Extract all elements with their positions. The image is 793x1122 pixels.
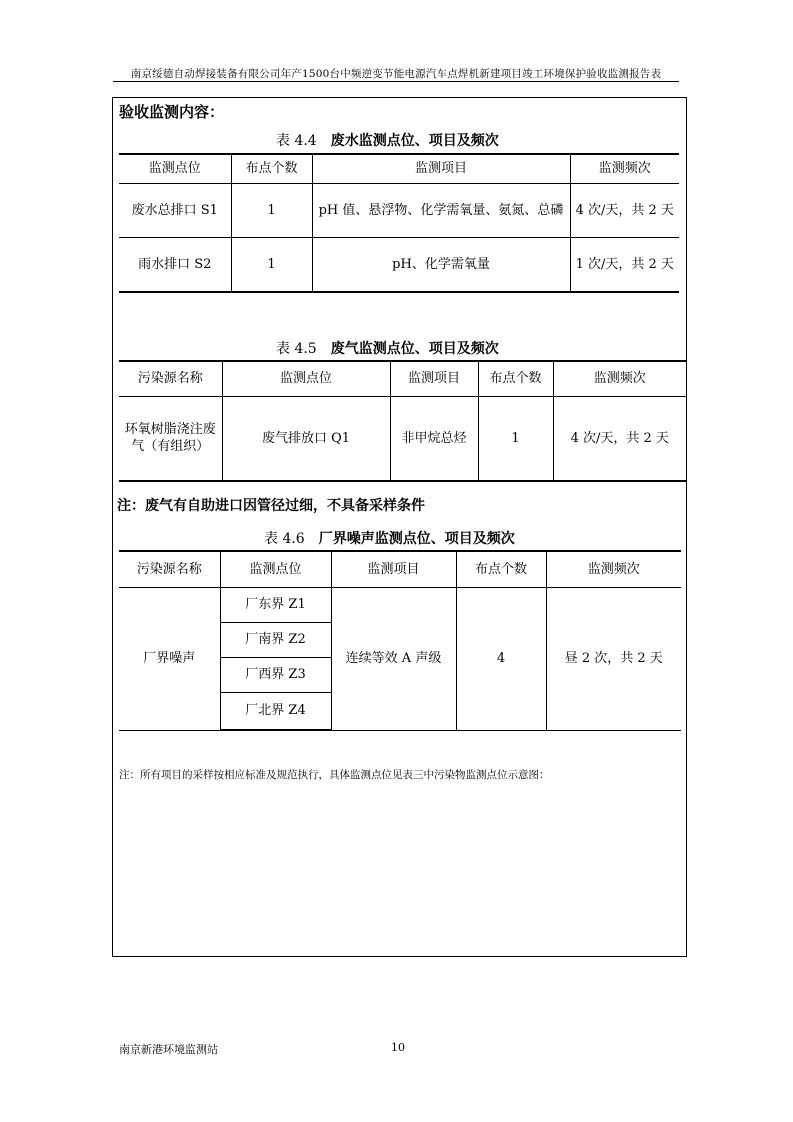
table-cell: pH 值、悬浮物、化学需氧量、氨氮、总磷 bbox=[312, 183, 570, 237]
table-header-row bbox=[119, 551, 681, 587]
header-cell: 监测频次 bbox=[570, 154, 679, 183]
footer-organization: 南京新港环境监测站 bbox=[119, 1043, 218, 1056]
sampling-note: 注：所有项目的采样按相应标准及规范执行，具体监测点位见表三中污染物监测点位示意图： bbox=[119, 769, 550, 781]
page-header: 南京绥德自动焊接装备有限公司年产1500台中频逆变节能电源汽车点焊机新建项目竣工环境保护验收监测报告表 bbox=[130, 68, 662, 80]
table-4-6-caption bbox=[264, 528, 515, 548]
header-cell: 监测频次 bbox=[553, 361, 686, 396]
caption-number: 表 4.4 bbox=[276, 133, 317, 149]
table-cell: 1 bbox=[478, 396, 553, 481]
table-cell: 昼 2 次，共 2 天 bbox=[546, 587, 681, 730]
table-cell: 环氧树脂浇注废气（有组织） bbox=[119, 396, 222, 481]
header-cell: 监测点位 bbox=[119, 154, 231, 183]
header-rule bbox=[113, 81, 679, 82]
table-cell: 非甲烷总烃 bbox=[390, 396, 478, 481]
table-cell: 厂东界 Z1 bbox=[220, 587, 331, 622]
header-cell: 监测点位 bbox=[220, 551, 331, 587]
header-cell: 污染源名称 bbox=[119, 361, 222, 396]
caption-title: 厂界噪声监测点位、项目及频次 bbox=[318, 531, 515, 547]
exhaust-note: 注：废气有自助进口因管径过细，不具备采样条件 bbox=[117, 498, 425, 514]
header-cell: 布点个数 bbox=[456, 551, 546, 587]
table-row bbox=[119, 587, 681, 622]
table-cell: 厂北界 Z4 bbox=[220, 692, 331, 730]
table-header-row bbox=[119, 361, 686, 396]
caption-title: 废水监测点位、项目及频次 bbox=[330, 133, 499, 149]
table-cell: 1 bbox=[231, 183, 312, 237]
caption-number: 表 4.6 bbox=[264, 531, 305, 547]
table-row bbox=[119, 183, 679, 237]
header-cell: 污染源名称 bbox=[119, 551, 220, 587]
header-cell: 布点个数 bbox=[478, 361, 553, 396]
wastewater-table bbox=[119, 153, 679, 293]
table-cell: 厂界噪声 bbox=[119, 587, 220, 730]
table-cell: 1 bbox=[231, 237, 312, 292]
table-4-4-caption bbox=[276, 130, 499, 150]
exhaust-gas-table bbox=[119, 360, 686, 482]
table-row bbox=[119, 237, 679, 292]
table-cell: 连续等效 A 声级 bbox=[331, 587, 456, 730]
table-cell: 4 次/天，共 2 天 bbox=[553, 396, 686, 481]
caption-title: 废气监测点位、项目及频次 bbox=[330, 341, 499, 357]
table-4-5-caption bbox=[276, 338, 499, 358]
noise-table bbox=[119, 550, 681, 731]
table-cell: 厂南界 Z2 bbox=[220, 622, 331, 657]
header-cell: 监测项目 bbox=[331, 551, 456, 587]
header-cell: 监测点位 bbox=[222, 361, 390, 396]
table-cell: 4 bbox=[456, 587, 546, 730]
header-cell: 布点个数 bbox=[231, 154, 312, 183]
caption-number: 表 4.5 bbox=[276, 341, 317, 357]
page-number: 10 bbox=[391, 1041, 405, 1054]
table-cell: 厂西界 Z3 bbox=[220, 657, 331, 692]
header-cell: 监测频次 bbox=[546, 551, 681, 587]
header-cell: 监测项目 bbox=[390, 361, 478, 396]
table-cell: 废水总排口 S1 bbox=[119, 183, 231, 237]
table-row bbox=[119, 396, 686, 481]
table-cell: 雨水排口 S2 bbox=[119, 237, 231, 292]
table-cell: pH、化学需氧量 bbox=[312, 237, 570, 292]
table-header-row bbox=[119, 154, 679, 183]
table-cell: 1 次/天，共 2 天 bbox=[570, 237, 679, 292]
table-cell: 废气排放口 Q1 bbox=[222, 396, 390, 481]
header-cell: 监测项目 bbox=[312, 154, 570, 183]
section-title: 验收监测内容： bbox=[119, 103, 225, 121]
table-cell: 4 次/天，共 2 天 bbox=[570, 183, 679, 237]
